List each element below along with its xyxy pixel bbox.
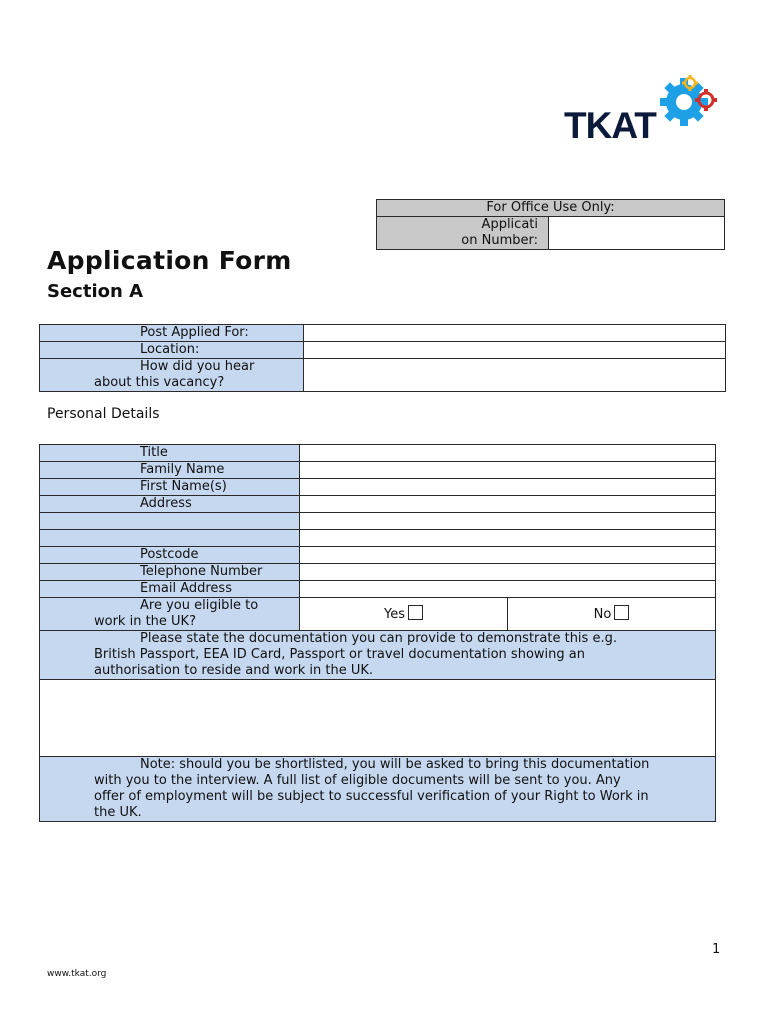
address-field-line-2[interactable] [300, 513, 716, 530]
first-names-label: First Name(s) [40, 479, 300, 496]
tkat-logo [560, 74, 720, 146]
telephone-label: Telephone Number [40, 564, 300, 581]
documentation-field[interactable] [40, 680, 716, 757]
documentation-instructions: Please state the documentation you can provide to demonstrate this e.g. British Passport, EEA ID Card, Passport or travel documentation showing an authorisation to reside and work in the UK. [40, 631, 716, 680]
application-number-field[interactable] [549, 217, 725, 250]
application-number-label: Applicati on Number: [377, 217, 549, 250]
right-to-work-note: Note: should you be shortlisted, you will be asked to bring this documentation with you to the interview. A full list of eligible documents will be sent to you. Any offer of employment will be subject to successful verification of your Right to Work in the UK. [40, 757, 716, 822]
eligible-label: Are you eligible to work in the UK? [40, 598, 300, 631]
eligible-yes-label: Yes [384, 607, 405, 622]
address-label: Address [40, 496, 300, 513]
eligible-yes-checkbox[interactable] [408, 605, 423, 620]
post-applied-for-field[interactable] [304, 325, 726, 342]
postcode-label: Postcode [40, 547, 300, 564]
eligible-no-cell [508, 598, 716, 631]
email-label: Email Address [40, 581, 300, 598]
personal-details-heading: Personal Details [47, 406, 160, 422]
location-label: Location: [40, 342, 304, 359]
address-field-line-1[interactable] [300, 496, 716, 513]
address-field-line-3[interactable] [300, 530, 716, 547]
telephone-field[interactable] [300, 564, 716, 581]
location-field[interactable] [304, 342, 726, 359]
page-number: 1 [712, 942, 721, 957]
family-name-field[interactable] [300, 462, 716, 479]
office-use-table [376, 199, 725, 250]
eligible-yes-cell [300, 598, 508, 631]
title-field[interactable] [300, 445, 716, 462]
address-label-blank-2 [40, 530, 300, 547]
post-details-table [39, 324, 726, 392]
vacancy-source-field[interactable] [304, 359, 726, 392]
postcode-field[interactable] [300, 547, 716, 564]
personal-details-table [39, 444, 716, 822]
office-use-header: For Office Use Only: [377, 200, 725, 217]
address-label-blank-1 [40, 513, 300, 530]
vacancy-source-label: How did you hear about this vacancy? [40, 359, 304, 392]
page-title: Application Form [47, 246, 292, 275]
title-label: Title [40, 445, 300, 462]
eligible-no-label: No [593, 607, 612, 622]
eligible-no-checkbox[interactable] [614, 605, 629, 620]
email-field[interactable] [300, 581, 716, 598]
section-heading: Section A [47, 281, 143, 302]
footer-url: www.tkat.org [47, 969, 107, 979]
family-name-label: Family Name [40, 462, 300, 479]
post-applied-for-label: Post Applied For: [40, 325, 304, 342]
first-names-field[interactable] [300, 479, 716, 496]
logo-text: TKAT [564, 105, 656, 146]
